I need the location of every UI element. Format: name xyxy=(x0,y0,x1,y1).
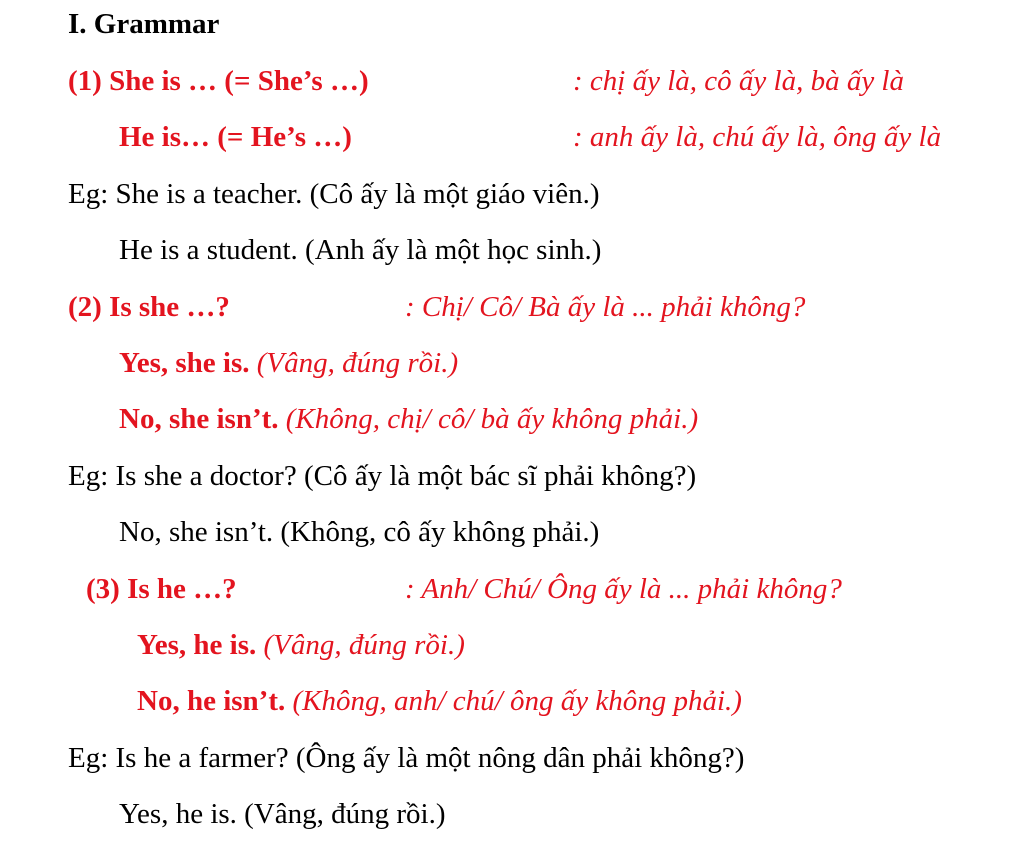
section2-no-en: No, she isn’t. xyxy=(119,403,279,435)
section2-yes-vi: (Vâng, đúng rồi.) xyxy=(256,347,459,379)
section3-yes-answer xyxy=(137,631,465,660)
section2-question: (2) Is she …? xyxy=(68,291,230,323)
section3-no-en: No, he isn’t. xyxy=(137,685,286,717)
section3-example-1: Eg: Is he a farmer? (Ông ấy là một nông dân phải không?) xyxy=(68,742,745,774)
section3-yes-vi: (Vâng, đúng rồi.) xyxy=(263,629,465,661)
section3-no-answer xyxy=(137,687,742,716)
section1-example-1: Eg: She is a teacher. (Cô ấy là một giáo viên.) xyxy=(68,178,600,210)
section2-question-meaning: : Chị/ Cô/ Bà ấy là ... phải không? xyxy=(405,291,806,323)
section1-meaning-he: : anh ấy là, chú ấy là, ông ấy là xyxy=(573,121,942,153)
section3-question-meaning: : Anh/ Chú/ Ông ấy là ... phải không? xyxy=(405,573,842,605)
section2-example-1: Eg: Is she a doctor? (Cô ấy là một bác sĩ phải không?) xyxy=(68,460,697,492)
section2-no-vi: (Không, chị/ cô/ bà ấy không phải.) xyxy=(285,403,699,435)
section2-yes-answer xyxy=(119,349,458,378)
section2-yes-en: Yes, she is. xyxy=(119,347,250,379)
section1-meaning-she: : chị ấy là, cô ấy là, bà ấy là xyxy=(573,65,904,97)
page-title: I. Grammar xyxy=(68,8,220,40)
section1-example-2: He is a student. (Anh ấy là một học sinh.) xyxy=(119,234,602,266)
section3-question: (3) Is he …? xyxy=(86,573,237,605)
section2-example-2: No, she isn’t. (Không, cô ấy không phải.) xyxy=(119,516,600,548)
section1-structure-she: (1) She is … (= She’s …) xyxy=(68,65,369,97)
section3-example-2: Yes, he is. (Vâng, đúng rồi.) xyxy=(119,798,446,830)
section3-no-vi: (Không, anh/ chú/ ông ấy không phải.) xyxy=(292,685,742,717)
section1-structure-he: He is… (= He’s …) xyxy=(119,121,352,153)
section3-yes-en: Yes, he is. xyxy=(137,629,257,661)
section2-no-answer xyxy=(119,405,698,434)
